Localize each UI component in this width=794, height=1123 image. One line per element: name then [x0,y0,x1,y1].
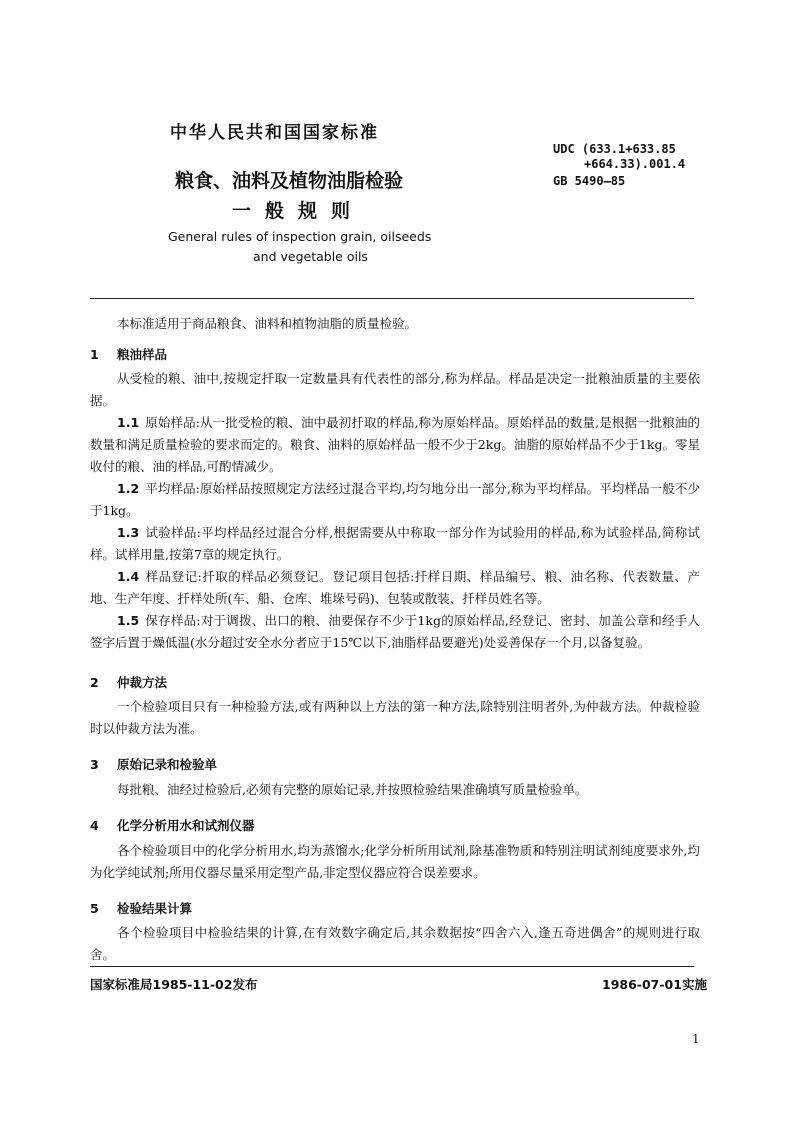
effective-date: 1986-07-01实施 [602,977,707,992]
gb-number: GB 5490—85 [553,174,626,188]
section-3-body: 每批粮、油经过检验后,必须有完整的原始记录,并按照检验结果准确填写质量检验单。 [117,782,588,797]
udc-code-continued: +664.33).001.4 [584,157,686,171]
clause-1-4: 1.4 样品登记:扦取的样品必须登记。登记项目包括:扦样日期、样品编号、粮、油名称、代表数量、产地、生产年度、扦样处所(车、船、仓库、堆垛号码)、包装或散装、扦样员姓名等。 [90,569,700,606]
english-title-line2: and vegetable oils [253,249,368,264]
section-1-body: 从受检的粮、油中,按规定扦取一定数量具有代表性的部分,称为样品。样品是决定一批粮油质量的主要依据。 [90,371,700,408]
clause-1-2: 1.2 平均样品:原始样品按照规定方法经过混合平均,均匀地分出一部分,称为平均样品。平均样品一般不少于1kg。 [90,481,700,518]
issue-date: 国家标准局1985-11-02发布 [90,977,258,992]
header-divider [90,298,694,299]
intro-paragraph: 本标准适用于商品粮食、油料和植物油脂的质量检验。 [117,316,418,331]
section-4-body: 各个检验项目中的化学分析用水,均为蒸馏水;化学分析所用试剂,除基准物质和特别注明试剂纯度要求外,均为化学纯试剂;所用仪器尽量采用定型产品,非定型仪器应符合误差要求。 [90,843,700,880]
footer-divider [90,966,694,967]
document-subtitle: 一般规则 [232,200,365,222]
udc-code: UDC (633.1+633.85 [553,142,676,156]
section-2-body: 一个检验项目只有一种检验方法,或有两种以上方法的第一种方法,除特别注明者外,为仲裁方法。仲裁检验时以仲裁方法为准。 [90,699,700,736]
section-3-heading: 3 原始记录和检验单 [90,757,218,772]
national-standard-label: 中华人民共和国国家标准 [170,123,379,143]
section-2-heading: 2 仲裁方法 [90,675,168,690]
section-1-heading: 1 粮油样品 [90,347,168,362]
section-5-heading: 5 检验结果计算 [90,901,193,916]
section-4-heading: 4 化学分析用水和试剂仪器 [90,818,255,833]
page-number: 1 [692,1032,700,1046]
section-5-body: 各个检验项目中检验结果的计算,在有效数字确定后,其余数据按“四舍六入,逢五奇进偶舍”的规则进行取舍。 [90,925,700,962]
english-title-line1: General rules of inspection grain, oilseeds [168,229,432,244]
clause-1-5: 1.5 保存样品:对于调拨、出口的粮、油要保存不少于1kg的原始样品,经登记、密封、加盖公章和经手人签字后置于燥低温(水分超过安全水分者应于15℃以下,油脂样品要避光)处妥善保存一个月,以备复验。 [90,613,700,650]
clause-1-1: 1.1 原始样品:从一批受检的粮、油中最初扦取的样品,称为原始样品。原始样品的数量,是根据一批粮油的数量和满足质量检验的要求而定的。粮食、油料的原始样品一般不少于2kg。油脂的原始样品不少于1kg。零星收付的粮、油的样品,可酌情减少。 [90,415,700,474]
clause-1-3: 1.3 试验样品:平均样品经过混合分样,根据需要从中称取一部分作为试验用的样品,称为试验样品,简称试样。试样用量,按第7章的规定执行。 [90,525,700,562]
document-title: 粮食、油料及植物油脂检验 [175,170,404,192]
